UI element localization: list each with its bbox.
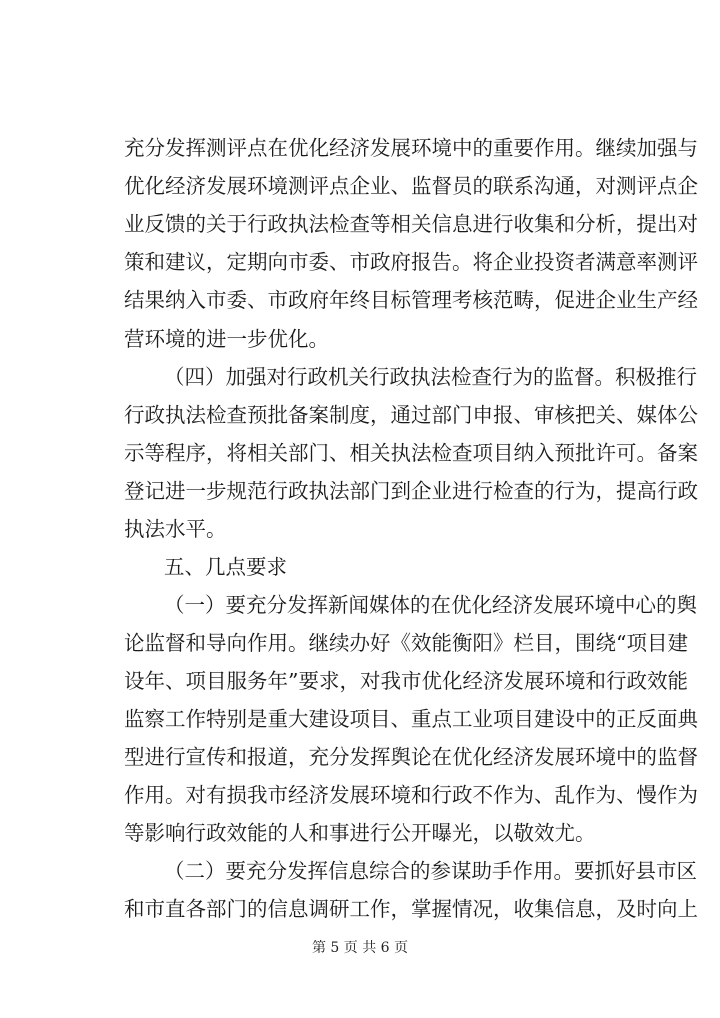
- paragraph-heading: （四）加强对行政机关行政执法检查行为的监督。积极推行: [164, 365, 697, 389]
- text-line: 结果纳入市委、市政府年终目标管理考核范畴，促进企业生产经: [124, 288, 698, 312]
- text-line: 营环境的进一步优化。: [124, 327, 329, 351]
- text-line: 和市直各部门的信息调研工作，掌握情况，收集信息，及时向上: [124, 897, 698, 921]
- text-line: 业反馈的关于行政执法检查等相关信息进行收集和分析，提出对: [124, 212, 698, 236]
- section-heading: 五、几点要求: [164, 555, 287, 579]
- text-line: 等影响行政效能的人和事进行公开曝光，以敬效尤。: [124, 821, 596, 845]
- text-line: 示等程序，将相关部门、相关执法检查项目纳入预批许可。备案: [124, 441, 698, 465]
- text-line: 论监督和导向作用。继续办好《效能衡阳》栏目，围绕“项目建: [124, 631, 688, 655]
- text-line: 作用。对有损我市经济发展环境和行政不作为、乱作为、慢作为: [124, 783, 698, 807]
- text-line: 监察工作特别是重大建设项目、重点工业项目建设中的正反面典: [124, 707, 698, 731]
- text-line: 充分发挥测评点在优化经济发展环境中的重要作用。继续加强与: [124, 136, 698, 160]
- text-line: 型进行宣传和报道，充分发挥舆论在优化经济发展环境中的监督: [124, 745, 698, 769]
- text-line: 优化经济发展环境测评点企业、监督员的联系沟通，对测评点企: [124, 174, 698, 198]
- paragraph-heading: （二）要充分发挥信息综合的参谋助手作用。要抓好县市区: [164, 859, 697, 883]
- text-line: 执法水平。: [124, 517, 227, 541]
- text-line: 设年、项目服务年”要求，对我市优化经济发展环境和行政效能: [124, 669, 688, 693]
- text-line: 行政执法检查预批备案制度，通过部门申报、审核把关、媒体公: [124, 403, 698, 427]
- text-line: 登记进一步规范行政执法部门到企业进行检查的行为，提高行政: [124, 479, 698, 503]
- paragraph-heading: （一）要充分发挥新闻媒体的在优化经济发展环境中心的舆: [164, 593, 697, 617]
- text-line: 策和建议，定期向市委、市政府报告。将企业投资者满意率测评: [124, 250, 698, 274]
- page-number-footer: 第 5 页 共 6 页: [311, 940, 409, 956]
